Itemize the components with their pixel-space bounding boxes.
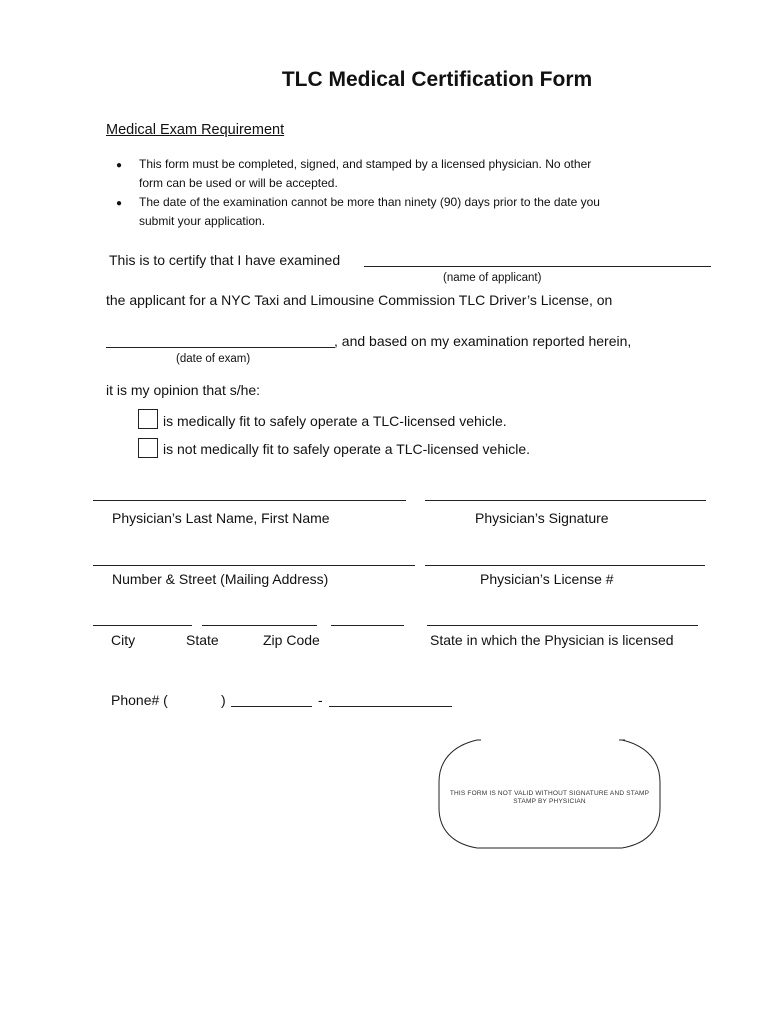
- state-field[interactable]: [202, 625, 317, 626]
- opinion-text: it is my opinion that s/he:: [106, 382, 261, 398]
- fit-option-label: is medically fit to safely operate a TLC-licensed vehicle.: [163, 413, 507, 429]
- physician-signature-field[interactable]: [425, 500, 706, 501]
- stamp-text-line-2: STAMP BY PHYSICIAN: [513, 798, 586, 805]
- bullet-dot: ●: [116, 160, 123, 171]
- license-state-label: State in which the Physician is licensed: [430, 632, 674, 648]
- phone-prefix-field[interactable]: [231, 706, 312, 707]
- city-field[interactable]: [93, 625, 192, 626]
- address-label: Number & Street (Mailing Address): [112, 571, 329, 587]
- fit-checkbox[interactable]: [138, 409, 158, 429]
- zip-field[interactable]: [331, 625, 404, 626]
- bullet-2-line-2: submit your application.: [139, 214, 266, 228]
- bullet-2-line-1: The date of the examination cannot be more than ninety (90) days prior to the date you: [139, 195, 600, 209]
- bullet-1-line-1: This form must be completed, signed, and stamped by a licensed physician. No other: [139, 157, 592, 171]
- phone-label: Phone# (: [111, 692, 168, 708]
- applicant-name-field[interactable]: [364, 266, 711, 267]
- section-heading: Medical Exam Requirement: [106, 122, 285, 138]
- physician-name-label: Physician’s Last Name, First Name: [112, 510, 330, 526]
- phone-number-field[interactable]: [329, 706, 452, 707]
- city-label: City: [111, 632, 136, 648]
- name-caption: (name of applicant): [443, 272, 542, 284]
- page-title: TLC Medical Certification Form: [281, 68, 593, 91]
- applicant-text: the applicant for a NYC Taxi and Limousine Commission TLC Driver’s License, on: [106, 292, 613, 308]
- zip-label: Zip Code: [263, 632, 320, 648]
- exam-date-field[interactable]: [106, 347, 335, 348]
- not-fit-option-label: is not medically fit to safely operate a TLC-licensed vehicle.: [163, 441, 531, 457]
- date-caption: (date of exam): [176, 353, 251, 365]
- license-field[interactable]: [425, 565, 705, 566]
- state-label: State: [186, 632, 219, 648]
- bullet-1-line-2: form can be used or will be accepted.: [139, 176, 338, 190]
- stamp-text-line-1: THIS FORM IS NOT VALID WITHOUT SIGNATURE AND STAMP: [449, 790, 650, 797]
- phone-paren-close: ): [221, 692, 226, 708]
- physician-name-field[interactable]: [93, 500, 406, 501]
- phone-dash: -: [318, 692, 323, 708]
- license-label: Physician’s License #: [480, 571, 614, 587]
- exam-text: , and based on my examination reported herein,: [334, 333, 632, 349]
- bullet-dot: ●: [116, 198, 123, 209]
- license-state-field[interactable]: [427, 625, 698, 626]
- certify-text: This is to certify that I have examined: [109, 252, 341, 268]
- physician-signature-label: Physician’s Signature: [475, 510, 609, 526]
- not-fit-checkbox[interactable]: [138, 438, 158, 458]
- address-field[interactable]: [93, 565, 415, 566]
